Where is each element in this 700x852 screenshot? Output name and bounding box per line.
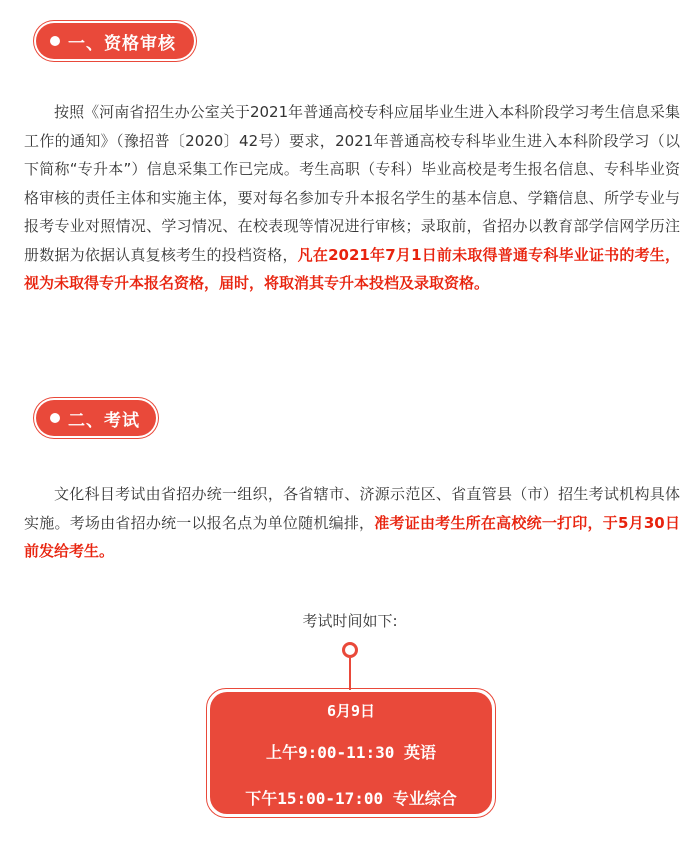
section-title-exam: 二、考试: [68, 410, 140, 431]
section-badge-exam: [36, 400, 156, 436]
schedule-morning: 上午9:00-11:30 英语: [266, 743, 436, 762]
exam-highlight: 准考证由考生所在高校统一打印，于5月30日前发给考生。: [24, 513, 680, 560]
section-title-qualification: 一、资格审核: [68, 33, 176, 54]
qualification-paragraph: [24, 98, 680, 298]
schedule-title: 考试时间如下:: [302, 612, 398, 630]
timeline-connector: [349, 658, 351, 690]
bullet-dot-icon: [50, 36, 60, 46]
exam-paragraph: [24, 480, 680, 566]
section-badge-qualification: [36, 23, 194, 59]
exam-text: 文化科目考试由省招办统一组织，各省辖市、济源示范区、省直管县（市）招生考试机构具体实施。考场由省招办统一以报名点为单位随机编排，: [24, 485, 680, 532]
schedule-afternoon: 下午15:00-17:00 专业综合: [245, 789, 457, 808]
schedule-card: [210, 692, 492, 814]
qualification-text: 按照《河南省招生办公室关于2021年普通高校专科应届毕业生进入本科阶段学习考生信息采集工作的通知》（豫招普〔2020〕42号）要求，2021年普通高校专科毕业生进入本科阶段学习（以下简称“专升本”）信息采集工作已完成。考生高职（专科）毕业高校是考生报名信息、专科毕业资格审核的责任主体和实施主体，要对每名参加专升本报名学生的基本信息、学籍信息、所学专业与报考专业对照情况、学习情况、在校表现等情况进行审核；录取前，省招办以教育部学信网学历注册数据为依据认真复核考生的投档资格，: [24, 103, 680, 264]
bullet-dot-icon: [50, 413, 60, 423]
schedule-date: 6月9日: [326, 702, 376, 720]
qualification-highlight: 凡在2021年7月1日前未取得普通专科毕业证书的考生，视为未取得专升本报名资格，届时，将取消其专升本投档及录取资格。: [24, 245, 680, 292]
timeline-ring-icon: [342, 642, 358, 658]
